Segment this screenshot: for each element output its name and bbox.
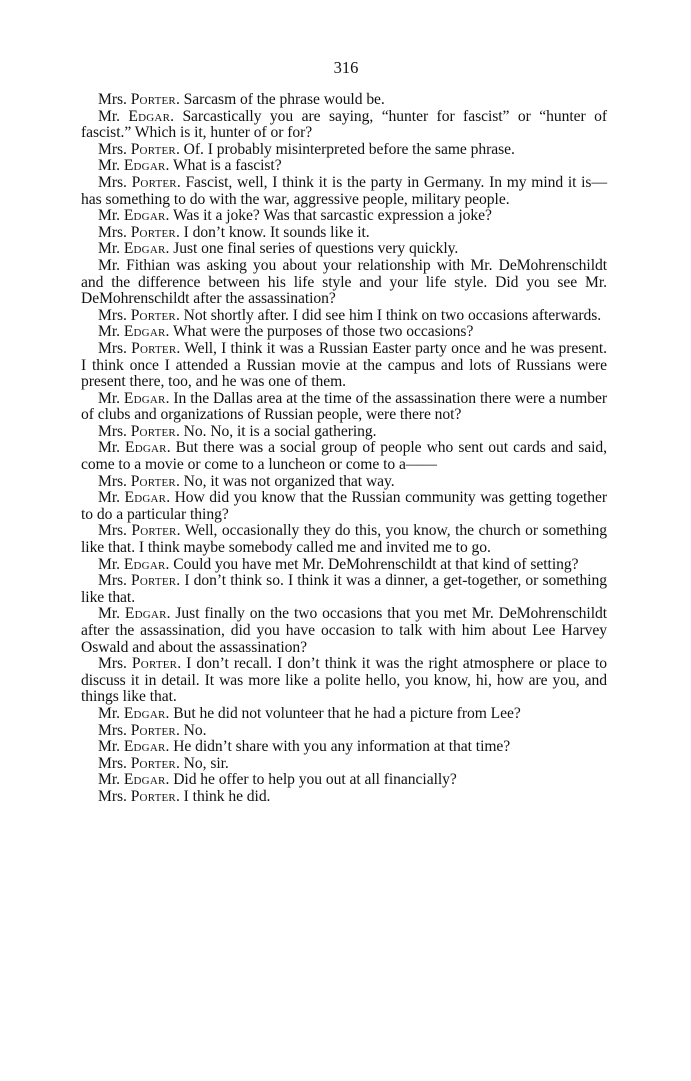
speaker-title: Mr. — [98, 738, 120, 756]
paragraph-text: In the Dallas area at the time of the assassination there were a number of clubs and organizations of Russian people, were there not? — [81, 389, 607, 424]
paragraph-text: He didn’t share with you any information at that time? — [173, 738, 511, 756]
speaker-title: Mr. — [98, 555, 120, 573]
paragraph-text: Just one final series of questions very quickly. — [173, 240, 459, 258]
paragraph-text: No, it was not organized that way. — [183, 472, 395, 490]
speaker-title: Mrs. — [98, 721, 127, 739]
speaker-name: Porter — [131, 655, 178, 673]
paragraph-text: I think he did. — [183, 787, 271, 805]
speaker-title: Mr. — [98, 207, 120, 225]
transcript-paragraph: Mrs. Porter. Well, I think it was a Russian Easter party once and he was present. I think once I attended a Russian movie at the campus and lots of Russians were present there, too, and he was one of them. — [81, 339, 607, 391]
transcript-body — [81, 92, 607, 806]
paragraph-text: Of. I probably misinterpreted before the same phrase. — [183, 140, 515, 158]
speaker-title: Mrs. — [98, 223, 127, 241]
speaker-title: Mr. — [98, 704, 120, 722]
speaker-name: Edgar — [124, 489, 167, 507]
speaker-name: Edgar — [123, 157, 166, 175]
speaker-name: Porter — [130, 223, 176, 241]
transcript-paragraph: Mr. Edgar. Just one final series of questions very quickly. — [98, 240, 459, 258]
transcript-paragraph: Mr. Edgar. Did he offer to help you out at all financially? — [98, 771, 457, 789]
speaker-title: Mrs. — [98, 140, 127, 158]
paragraph-text: No. — [183, 721, 207, 739]
speaker-title: Mr. — [98, 107, 120, 125]
page-number: 316 — [333, 58, 359, 77]
speaker-title: Mrs. — [98, 472, 127, 490]
transcript-paragraph: Mr. Edgar. Sarcastically you are saying, “hunter for fascist” or “hunter of fascist.” Which is it, hunter of or for? — [81, 107, 607, 142]
speaker-name: Porter — [130, 140, 176, 158]
speaker-name: Porter — [130, 787, 176, 805]
transcript-paragraph: Mrs. Porter. I don’t think so. I think it was a dinner, a get-together, or something like that. — [81, 572, 608, 606]
paragraph-text: Sarcasm of the phrase would be. — [183, 91, 385, 108]
transcript-paragraph: Mr. Edgar. But he did not volunteer that he had a picture from Lee? — [98, 704, 521, 722]
transcript-paragraph: Mr. Edgar. How did you know that the Russian community was getting together to do a particular thing? — [81, 489, 608, 523]
transcript-paragraph: Mrs. Porter. Fascist, well, I think it is the party in Germany. In my mind it is—has something to do with the war, aggressive people, military people. — [81, 173, 607, 208]
paragraph-text: Did he offer to help you out at all financially? — [173, 771, 457, 789]
speaker-name: Edgar — [123, 555, 166, 573]
speaker-title: Mrs. — [98, 655, 127, 673]
speaker-title: Mrs. — [98, 91, 127, 108]
paragraph-text: But he did not volunteer that he had a picture from Lee? — [173, 704, 521, 722]
paragraph-text: I don’t know. It sounds like it. — [183, 223, 370, 241]
speaker-title: Mrs. — [98, 754, 127, 772]
speaker-title: Mr. — [98, 439, 120, 457]
transcript-paragraph: Mrs. Porter. Well, occasionally they do this, you know, the church or something like that. I think maybe somebody called me and invited me to go. — [81, 522, 607, 557]
speaker-name: Porter — [131, 572, 177, 590]
speaker-title: Mr. — [98, 240, 120, 258]
speaker-name: Edgar — [123, 207, 166, 225]
speaker-name: Edgar — [123, 389, 166, 407]
speaker-title: Mrs. — [98, 522, 127, 540]
paragraph-text: Mr. Fithian was asking you about your relationship with Mr. DeMohrenschildt and the difference between his life style and your life style. Did you see Mr. DeMohrenschildt after the assassination? — [81, 256, 607, 308]
speaker-title: Mrs. — [98, 173, 127, 191]
paragraph-text: I don’t think so. I think it was a dinner, a get-together, or something like that. — [81, 572, 608, 606]
transcript-paragraph: Mrs. Porter. Not shortly after. I did see him I think on two occasions afterwards. — [98, 306, 602, 324]
transcript-paragraph: Mr. Edgar. What is a fascist? — [98, 157, 282, 175]
speaker-name: Edgar — [123, 704, 166, 722]
speaker-title: Mr. — [98, 605, 120, 623]
paragraph-text: Well, occasionally they do this, you know, the church or something like that. I think maybe somebody called me and invited me to go. — [81, 522, 607, 557]
speaker-title: Mrs. — [98, 339, 127, 357]
paragraph-text: No, sir. — [183, 754, 229, 772]
paragraph-text: What is a fascist? — [172, 157, 282, 175]
document-page — [81, 58, 607, 806]
transcript-paragraph: Mrs. Porter. Of. I probably misinterpreted before the same phrase. — [98, 140, 515, 158]
paragraph-text: Just finally on the two occasions that you met Mr. DeMohrenschildt after the assassination, did you have occasion to talk with him about Lee Harvey Oswald and about the assassination? — [81, 605, 608, 656]
paragraph-text: Not shortly after. I did see him I think on two occasions afterwards. — [183, 306, 602, 324]
transcript-paragraph: Mrs. Porter. I think he did. — [98, 787, 271, 805]
speaker-title: Mr. — [98, 771, 120, 789]
speaker-name: Porter — [131, 339, 177, 357]
transcript-paragraph: Mr. Edgar. He didn’t share with you any information at that time? — [98, 738, 511, 756]
transcript-paragraph — [81, 258, 607, 308]
speaker-title: Mr. — [98, 389, 120, 407]
transcript-paragraph: Mr. Edgar. But there was a social group of people who sent out cards and said, come to a movie or come to a luncheon or come to a—— — [81, 439, 607, 474]
transcript-paragraph: Mrs. Porter. No. — [98, 721, 207, 739]
transcript-paragraph: Mr. Edgar. Just finally on the two occasions that you met Mr. DeMohrenschildt after the assassination, did you have occasion to talk with him about Lee Harvey Oswald and about the assassination? — [81, 605, 608, 656]
speaker-title: Mrs. — [98, 306, 127, 324]
transcript-paragraph: Mrs. Porter. No, sir. — [98, 754, 229, 772]
paragraph-text: Well, I think it was a Russian Easter party once and he was present. I think once I attended a Russian movie at the campus and lots of Russians were present there, too, and he was one of them. — [81, 339, 607, 391]
paragraph-text: Could you have met Mr. DeMohrenschildt at that kind of setting? — [173, 555, 579, 573]
speaker-name: Porter — [130, 754, 176, 772]
speaker-title: Mr. — [98, 489, 120, 507]
speaker-title: Mr. — [98, 157, 120, 175]
transcript-paragraph: Mrs. Porter. Sarcasm of the phrase would be. — [98, 91, 385, 108]
speaker-title: Mrs. — [98, 572, 127, 590]
speaker-name: Porter — [130, 422, 176, 440]
transcript-paragraph: Mr. Edgar. In the Dallas area at the time of the assassination there were a number of clubs and organizations of Russian people, were there not? — [81, 389, 607, 424]
speaker-name: Edgar — [125, 439, 167, 457]
speaker-name: Porter — [130, 306, 176, 324]
speaker-title: Mrs. — [98, 787, 127, 805]
speaker-name: Porter — [131, 173, 177, 191]
paragraph-text: But there was a social group of people who sent out cards and said, come to a movie or come to a luncheon or come to a—— — [81, 439, 607, 474]
paragraph-text: How did you know that the Russian community was getting together to do a particular thing? — [81, 489, 608, 523]
speaker-name: Porter — [131, 522, 177, 540]
paragraph-text: Sarcastically you are saying, “hunter for fascist” or “hunter of fascist.” Which is it, hunter of or for? — [81, 107, 607, 142]
speaker-name: Porter — [130, 91, 176, 108]
speaker-name: Edgar — [123, 771, 166, 789]
speaker-name: Edgar — [128, 107, 171, 125]
transcript-paragraph: Mr. Edgar. What were the purposes of those two occasions? — [98, 323, 474, 341]
transcript-paragraph: Mrs. Porter. I don’t recall. I don’t think it was the right atmosphere or place to discuss it in detail. It was more like a polite hello, you know, hi, how are you, and things like that. — [81, 655, 607, 706]
paragraph-text: I don’t recall. I don’t think it was the right atmosphere or place to discuss it in detail. It was more like a polite hello, you know, hi, how are you, and things like that. — [81, 655, 607, 706]
speaker-name: Edgar — [123, 240, 166, 258]
transcript-paragraph: Mrs. Porter. No. No, it is a social gathering. — [98, 422, 377, 440]
speaker-name: Edgar — [123, 323, 166, 341]
paragraph-text: Was it a joke? Was that sarcastic expression a joke? — [172, 207, 492, 225]
transcript-paragraph: Mrs. Porter. No, it was not organized that way. — [98, 472, 395, 490]
speaker-name: Edgar — [124, 605, 167, 623]
speaker-name: Porter — [130, 472, 176, 490]
paragraph-text: No. No, it is a social gathering. — [183, 422, 377, 440]
speaker-title: Mrs. — [98, 422, 127, 440]
transcript-paragraph: Mr. Edgar. Could you have met Mr. DeMohrenschildt at that kind of setting? — [98, 555, 579, 573]
paragraph-text: Fascist, well, I think it is the party in Germany. In my mind it is—has something to do with the war, aggressive people, military people. — [81, 173, 607, 208]
transcript-paragraph: Mr. Edgar. Was it a joke? Was that sarcastic expression a joke? — [98, 207, 492, 225]
paragraph-text: What were the purposes of those two occasions? — [172, 323, 474, 341]
transcript-paragraph: Mrs. Porter. I don’t know. It sounds like it. — [98, 223, 370, 241]
speaker-title: Mr. — [98, 323, 120, 341]
speaker-name: Porter — [130, 721, 176, 739]
speaker-name: Edgar — [123, 738, 166, 756]
